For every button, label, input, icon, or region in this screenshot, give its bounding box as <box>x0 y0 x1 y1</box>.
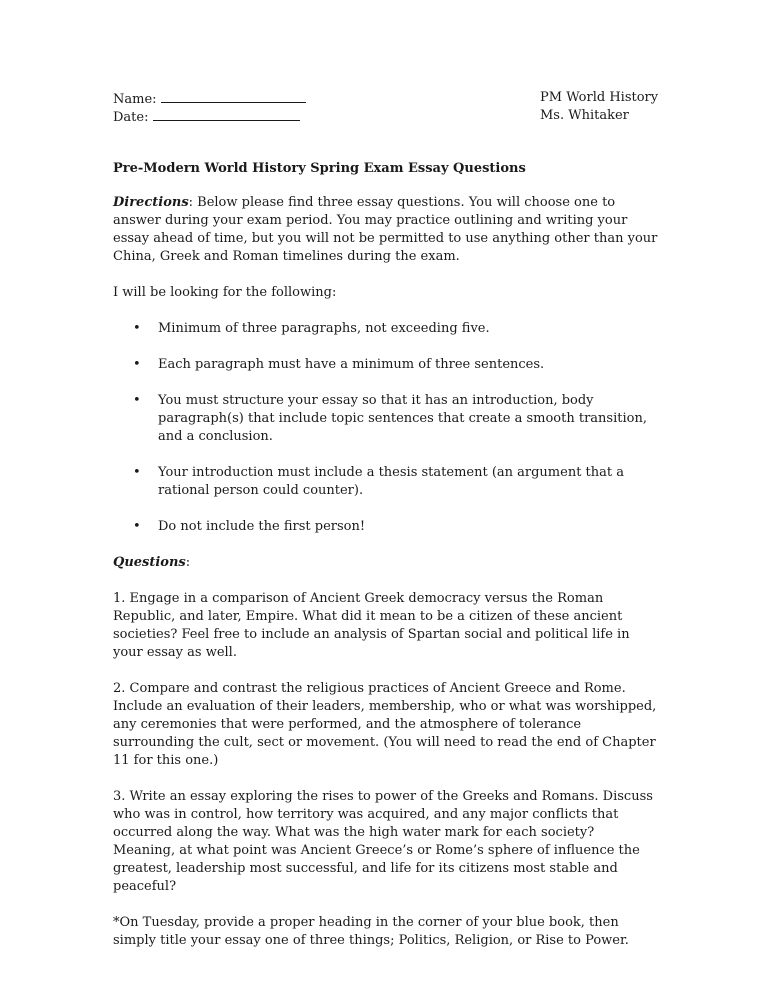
document-title: Pre-Modern World History Spring Exam Essay Questions <box>113 161 526 176</box>
questions-heading <box>113 554 658 572</box>
requirement-item <box>113 518 658 536</box>
bullet-icon: • <box>133 357 141 372</box>
date-label: Date: <box>113 110 149 125</box>
requirement-text: Minimum of three paragraphs, not exceeding five. <box>158 321 490 336</box>
bullet-icon: • <box>133 321 141 336</box>
directions-text: : Below please find three essay questions. You will choose one to answer during your exam period. You may practice outlining and writing your essay ahead of time, but you will not be permitted to use anything other than your China, Greek and Roman timelines during the exam. <box>113 195 658 264</box>
directions-label: Directions <box>113 195 189 210</box>
question-2: 2. Compare and contrast the religious practices of Ancient Greece and Rome. Include an evaluation of their leaders, membership, who or what was worshipped, any ceremonies that were performed, and the atmosphere of tolerance surrounding the cult, sect or movement. (You will need to read the end of Chapter 11 for this one.) <box>113 681 657 768</box>
document-header <box>113 89 658 125</box>
questions-label-suffix: : <box>185 555 191 570</box>
name-label: Name: <box>113 92 157 107</box>
bullet-icon: • <box>133 519 141 534</box>
requirement-text: You must structure your essay so that it has an introduction, body paragraph(s) that include topic sentences that create a smooth transition, and a conclusion. <box>158 393 647 444</box>
requirement-text: Do not include the first person! <box>158 519 366 534</box>
bullet-icon: • <box>133 465 141 480</box>
requirement-item <box>113 356 658 374</box>
name-line <box>113 89 306 107</box>
requirement-item <box>113 320 658 338</box>
bullet-icon: • <box>133 393 141 408</box>
footnote: *On Tuesday, provide a proper heading in the corner of your blue book, then simply title your essay one of three things; Politics, Religion, or Rise to Power. <box>113 915 629 948</box>
student-info <box>113 89 306 125</box>
course-name: PM World History <box>540 90 659 105</box>
name-blank <box>161 89 306 103</box>
teacher-name: Ms. Whitaker <box>540 108 629 123</box>
date-blank <box>153 107 300 121</box>
requirements-list <box>113 320 658 536</box>
date-line <box>113 107 306 125</box>
requirement-item <box>113 392 658 446</box>
looking-for-intro: I will be looking for the following: <box>113 285 337 300</box>
directions-paragraph <box>113 194 658 266</box>
requirement-text: Your introduction must include a thesis statement (an argument that a rational person could counter). <box>158 465 625 498</box>
questions-label: Questions <box>113 555 186 570</box>
course-info <box>540 89 658 125</box>
requirement-text: Each paragraph must have a minimum of three sentences. <box>158 357 545 372</box>
document-page <box>113 89 658 968</box>
question-1: 1. Engage in a comparison of Ancient Greek democracy versus the Roman Republic, and later, Empire. What did it mean to be a citizen of these ancient societies? Feel free to include an analysis of Spartan social and political life in your essay as well. <box>113 591 630 660</box>
requirement-item <box>113 464 658 500</box>
question-3: 3. Write an essay exploring the rises to power of the Greeks and Romans. Discuss who was in control, how territory was acquired, and any major conflicts that occurred along the way. What was the high water mark for each society? Meaning, at what point was Ancient Greece’s or Rome’s sphere of influence the greatest, leadership most successful, and life for its citizens most stable and peaceful? <box>113 789 653 894</box>
